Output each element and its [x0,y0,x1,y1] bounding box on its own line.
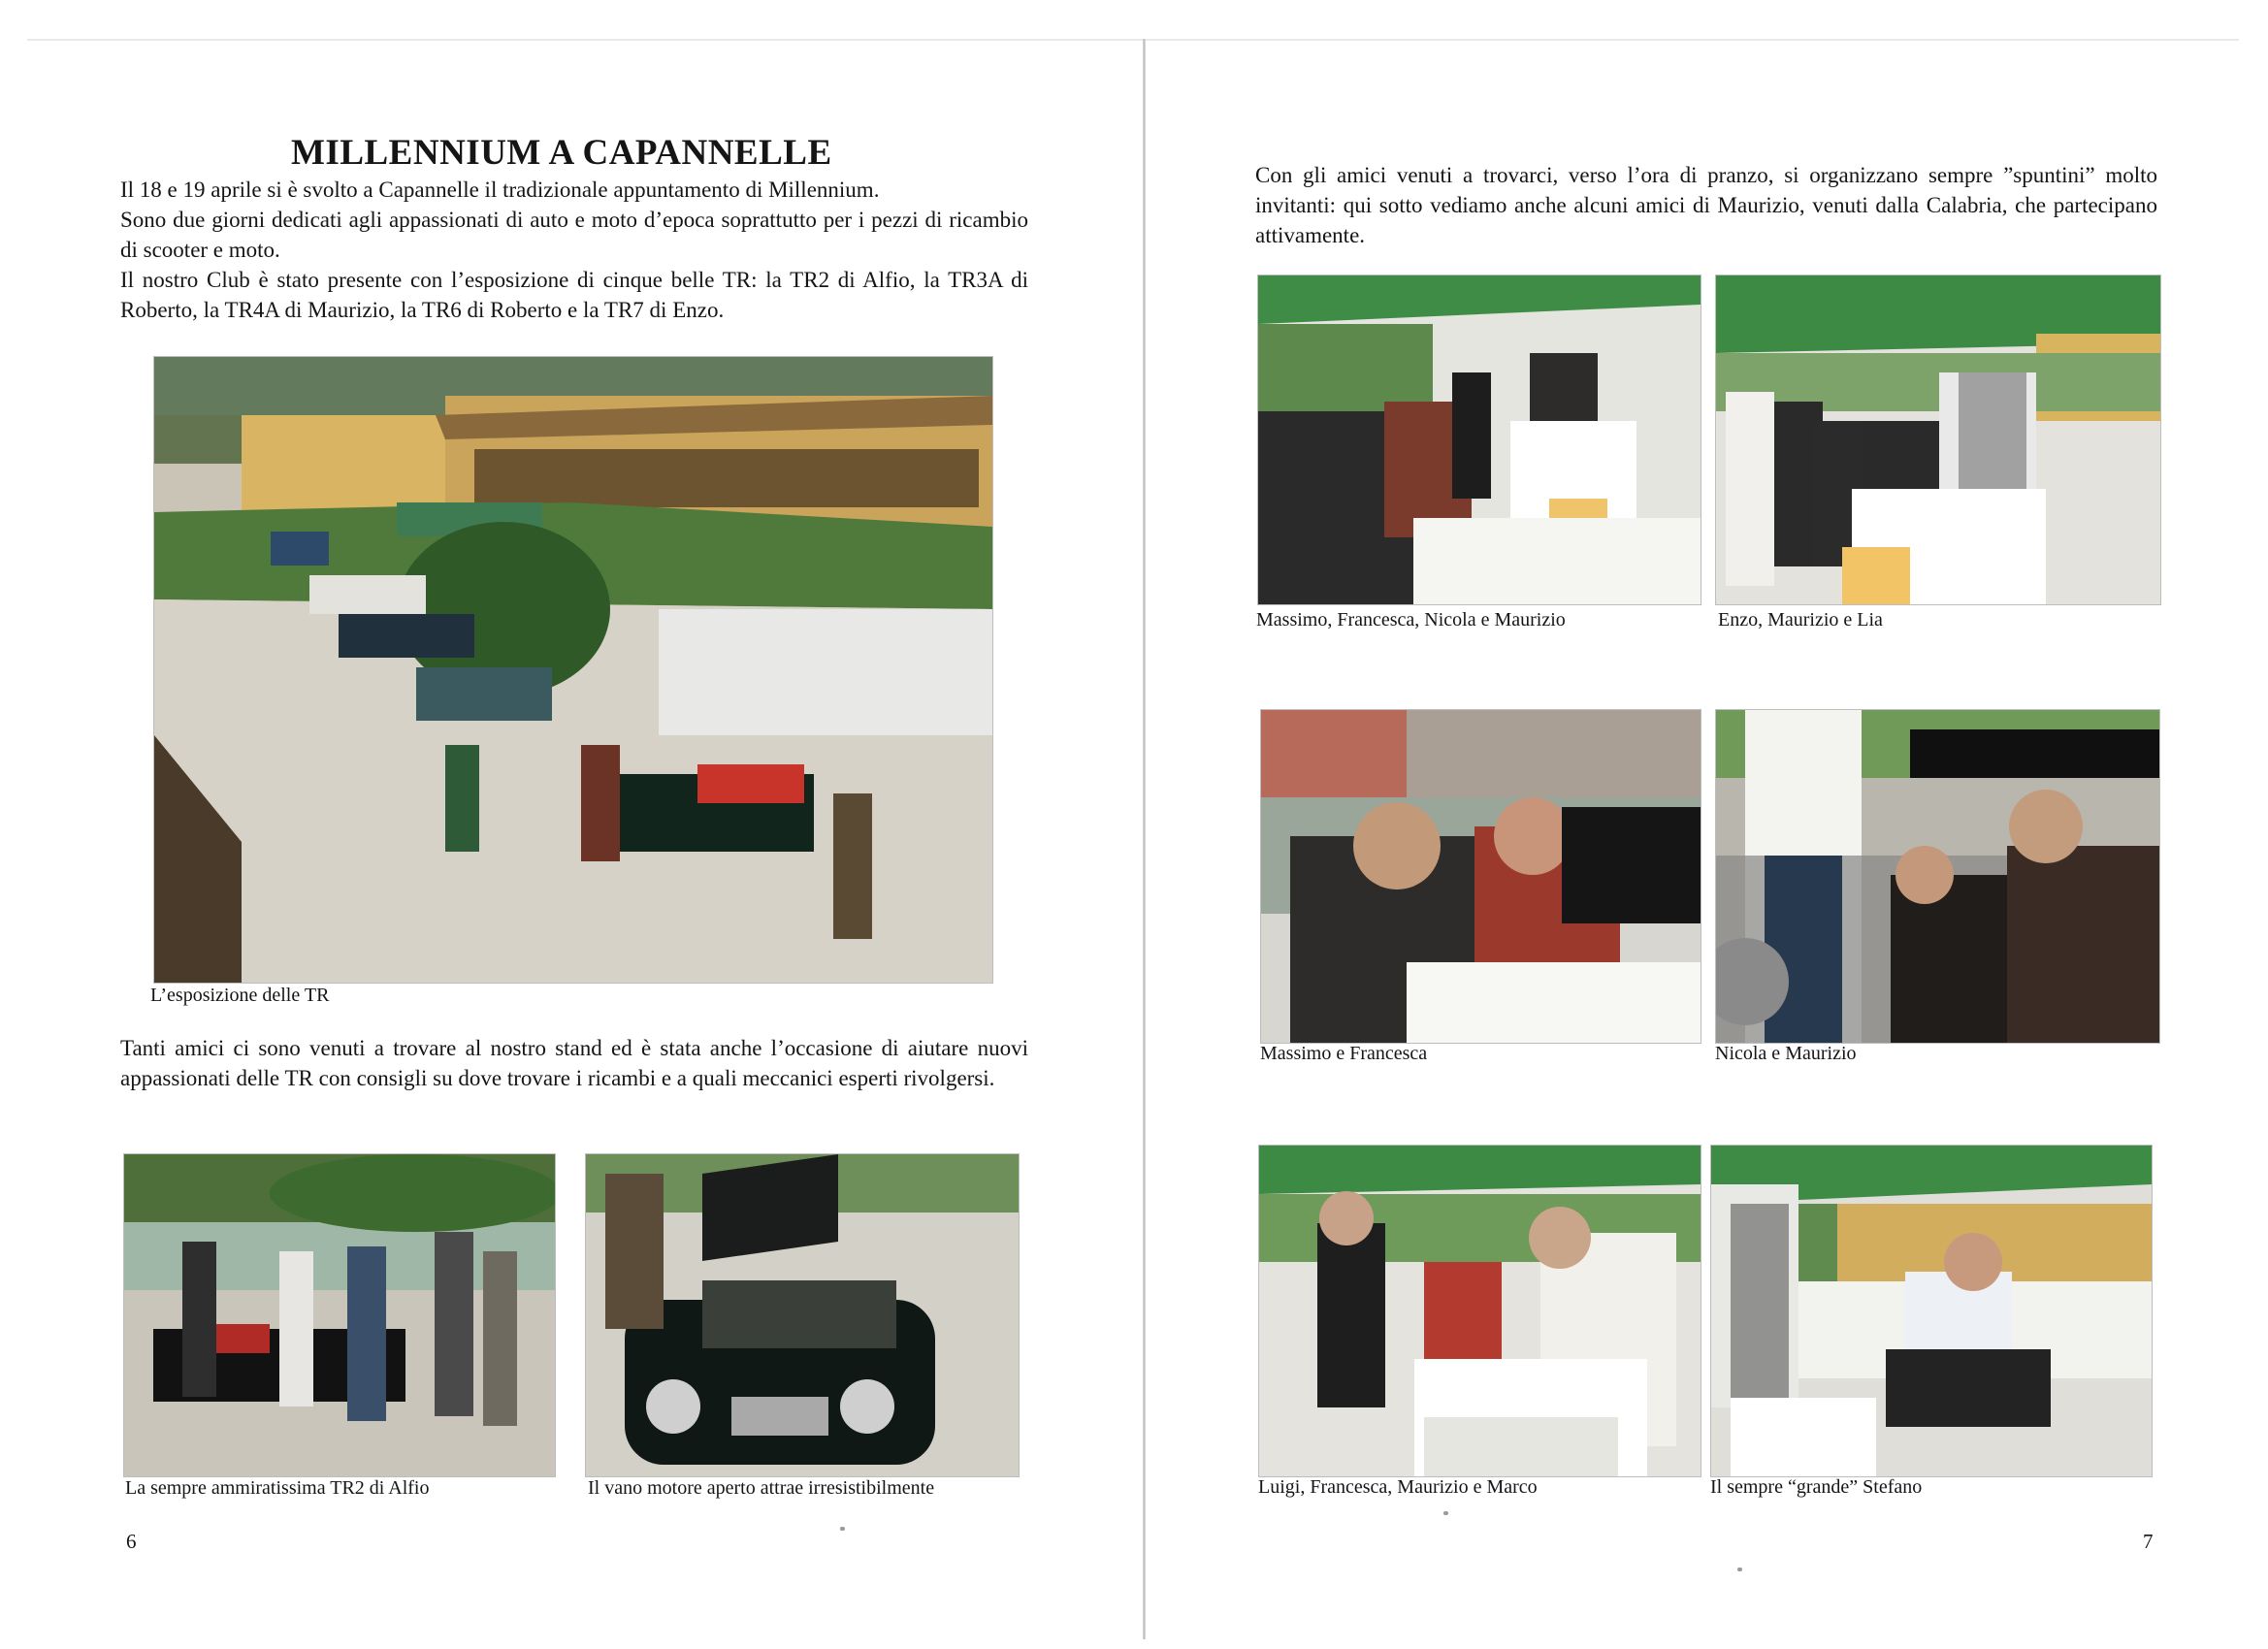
caption-6: Il sempre “grande” Stefano [1710,1476,1923,1498]
intro-text [120,175,1028,325]
engine-bay-photo [585,1153,1020,1477]
right-intro-paragraph: Con gli amici venuti a trovarci, verso l’ora di pranzo, si organizzano sempre ”spuntini” molto invitanti: qui sotto vediamo anche alcuni amici di Maurizio, venuti dalla Calabria, che partecipano attivamente. [1255,163,2157,247]
caption-2: Enzo, Maurizio e Lia [1718,609,1883,630]
scan-speck [1443,1511,1448,1515]
page-top-edge [27,39,2239,41]
photo-luigi-francesca-maurizio-marco [1258,1145,1701,1477]
intro-line-1: Il 18 e 19 aprile si è svolto a Capannelle il tradizionale appuntamento di Millennium. [120,178,880,202]
second-paragraph: Tanti amici ci sono venuti a trovare al nostro stand ed è stata anche l’occasione di aiutare nuovi appassionati delle TR con consigli su dove trovare i ricambi e a quali meccanici esperti rivolgersi. [120,1036,1028,1090]
tr2-photo [123,1153,556,1477]
caption-4: Nicola e Maurizio [1715,1043,1857,1064]
caption-1: Massimo, Francesca, Nicola e Maurizio [1256,609,1566,630]
scan-speck [1737,1568,1742,1571]
intro-line-2: Sono due giorni dedicati agli appassionati di auto e moto d’epoca soprattutto per i pezzi di ricambio di scooter e moto. [120,208,1028,262]
page-number-right: 7 [2143,1530,2154,1553]
intro-line-3: Il nostro Club è stato presente con l’esposizione di cinque belle TR: la TR2 di Alfio, la TR3A di Roberto, la TR4A di Maurizio, la TR6 di Roberto e la TR7 di Enzo. [120,268,1028,322]
main-exhibition-photo [153,356,993,984]
article-title: MILLENNIUM A CAPANNELLE [291,133,832,173]
caption-3: Massimo e Francesca [1260,1043,1428,1064]
tr2-caption: La sempre ammiratissima TR2 di Alfio [125,1477,430,1499]
photo-massimo-francesca-nicola-maurizio [1257,275,1701,605]
center-fold [1143,39,1146,1639]
engine-bay-caption: Il vano motore aperto attrae irresistibilmente [588,1477,935,1499]
caption-5: Luigi, Francesca, Maurizio e Marco [1258,1476,1538,1498]
main-photo-caption: L’esposizione delle TR [150,985,330,1006]
scan-speck [840,1527,845,1531]
page-number-left: 6 [126,1530,137,1553]
photo-massimo-francesca [1260,709,1701,1044]
photo-enzo-maurizio-lia [1715,275,2161,605]
photo-stefano [1710,1145,2153,1477]
photo-nicola-maurizio [1715,709,2160,1044]
